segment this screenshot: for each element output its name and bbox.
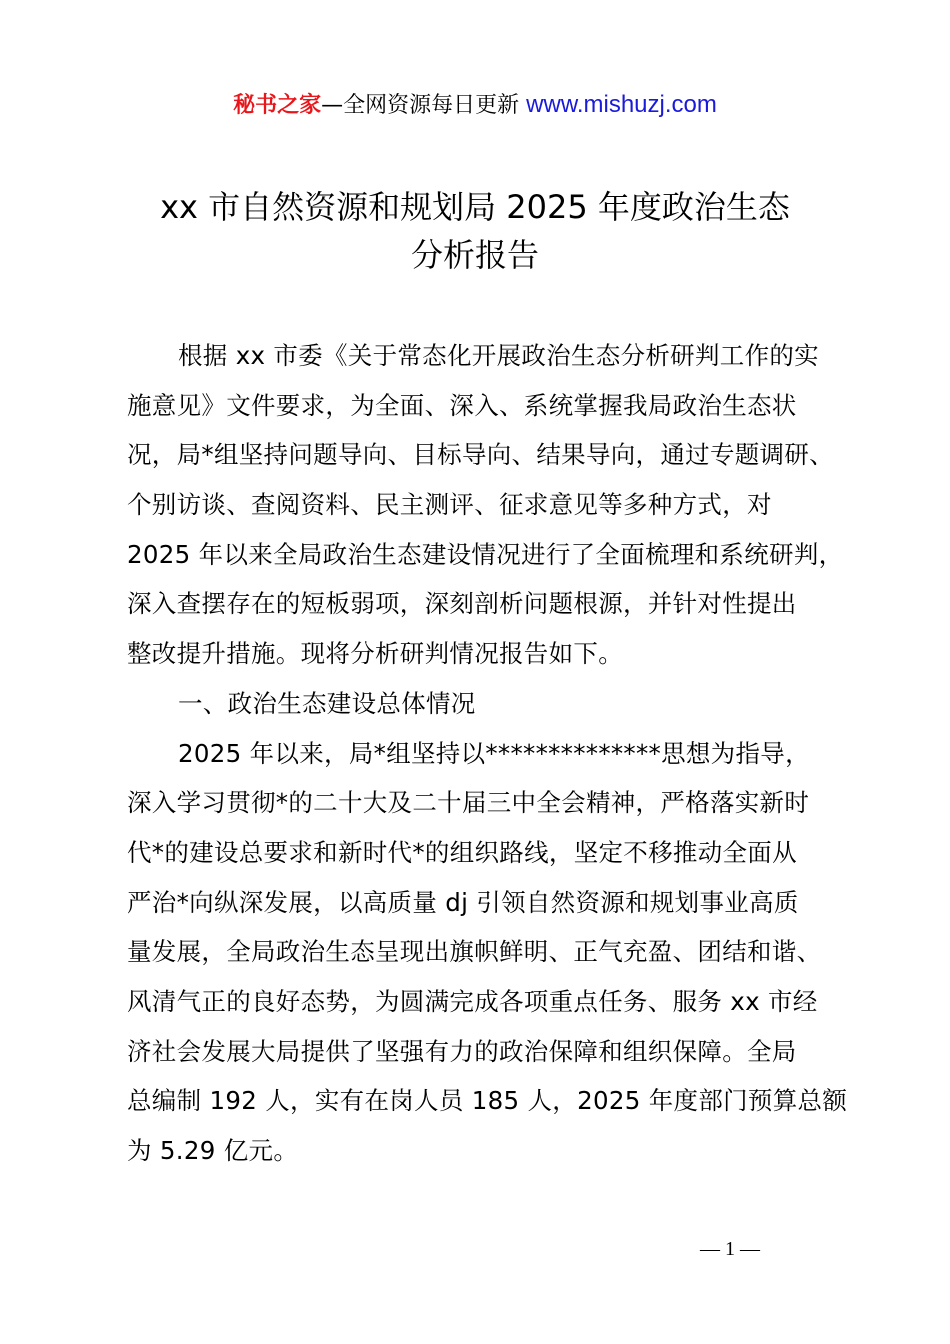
text-line: 2025 年以来，局*组坚持以**************思想为指导， xyxy=(178,738,810,768)
text-line: 2025 年以来全局政治生态建设情况进行了全面梳理和系统研判， xyxy=(127,539,844,569)
text-line: 为 5.29 亿元。 xyxy=(127,1136,299,1165)
tagline: —全网资源每日更新 xyxy=(321,93,527,118)
brand-name: 秘书之家 xyxy=(233,93,322,118)
text-line: 整改提升措施。现将分析研判情况报告如下。 xyxy=(127,639,623,669)
text-line: 严治*向纵深发展，以高质量 dj 引领自然资源和规划事业高质 xyxy=(127,887,799,917)
text-line: 根据 xx 市委《关于常态化开展政治生态分析研判工作的实 xyxy=(178,341,819,370)
text-line: 深入学习贯彻*的二十大及二十届三中全会精神，严格落实新时 xyxy=(127,788,810,818)
text-line: 一、政治生态建设总体情况 xyxy=(178,688,476,718)
site-url[interactable]: www.mishuzj.com xyxy=(526,91,717,118)
text-line: 个别访谈、查阅资料、民主测评、征求意见等多种方式，对 xyxy=(127,490,772,520)
page-number: — 1 — xyxy=(700,1238,760,1260)
text-line: 代*的建设总要求和新时代*的组织路线，坚定不移推动全面从 xyxy=(127,837,797,867)
text-line: 深入查摆存在的短板弱项，深刻剖析问题根源，并针对性提出 xyxy=(127,589,797,619)
title-line: 分析报告 xyxy=(410,236,539,274)
title-line: xx 市自然资源和规划局 2025 年度政治生态 xyxy=(160,188,790,226)
document-title xyxy=(0,183,950,279)
text-line: 总编制 192 人，实有在岗人员 185 人，2025 年度部门预算总额 xyxy=(127,1086,848,1116)
text-line: 施意见》文件要求，为全面、深入、系统掌握我局政治生态状 xyxy=(127,390,797,420)
text-line: 况，局*组坚持问题导向、目标导向、结果导向，通过专题调研、 xyxy=(127,440,834,470)
document-body xyxy=(127,331,867,1176)
site-banner xyxy=(0,88,950,119)
text-line: 济社会发展大局提供了坚强有力的政治保障和组织保障。全局 xyxy=(127,1036,797,1066)
text-line: 量发展，全局政治生态呈现出旗帜鲜明、正气充盈、团结和谐、 xyxy=(127,937,822,967)
text-line: 风清气正的良好态势，为圆满完成各项重点任务、服务 xx 市经 xyxy=(127,986,818,1016)
